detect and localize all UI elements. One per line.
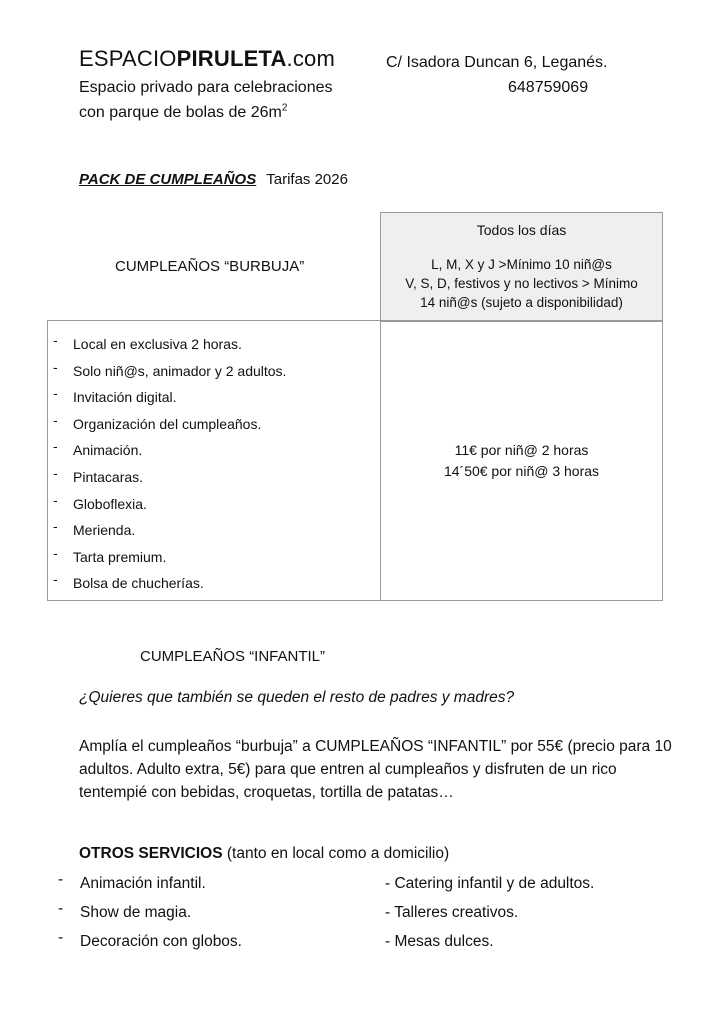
brand-prefix: ESPACIO [79,46,177,71]
address: C/ Isadora Duncan 6, Leganés. [386,54,608,71]
days-line-2: V, S, D, festivos y no lectivos > Mínimo [405,276,638,291]
list-item [53,573,286,600]
dash-bullet: - [58,871,64,888]
otros-left-list [58,873,242,960]
days-line-1: L, M, X y J >Mínimo 10 niñ@s [431,257,612,272]
phone-number: 648759069 [508,79,589,96]
list-item-text: Local en exclusiva 2 horas. [73,336,242,352]
list-item [58,931,242,960]
list-item: - Catering infantil y de adultos. [385,875,595,892]
brand-suffix: .com [286,46,336,71]
days-line-3: 14 niñ@s (sujeto a disponibilidad) [420,295,623,310]
tagline-line2-text: con parque de bolas de 26m [79,104,282,121]
list-item [53,440,286,467]
table-header-days-conditions [380,246,663,322]
burbuja-items-list [53,334,286,600]
dash-bullet: - [53,491,58,508]
list-item-text: Bolsa de chucherías. [73,575,204,592]
list-item-text: Globoflexia. [73,495,147,512]
dash-bullet: - [53,571,58,588]
list-item [53,491,286,521]
dash-bullet: - [53,358,58,375]
list-item-text: Show de magia. [80,904,192,921]
infantil-title: CUMPLEAÑOS “INFANTIL” [140,648,326,665]
list-item-text: Animación infantil. [80,875,206,892]
pack-title: PACK DE CUMPLEAÑOS [79,171,257,188]
dash-bullet: - [53,411,58,428]
pack-heading [79,171,348,188]
list-item [53,520,286,547]
dash-bullet: - [58,929,64,946]
otros-heading [79,845,449,863]
list-item-text: Decoración con globos. [80,933,242,950]
list-item [53,544,286,574]
list-item [53,411,286,441]
pack-tarifas: Tarifas 2026 [266,171,348,188]
list-item [53,387,286,414]
infantil-question: ¿Quieres que también se queden el resto de padres y madres? [79,689,515,706]
list-item: - Mesas dulces. [385,933,494,950]
otros-subtitle: (tanto en local como a domicilio) [226,845,450,862]
tagline-line2 [79,104,287,122]
dash-bullet: - [58,900,64,917]
dash-bullet: - [53,544,58,561]
dash-bullet: - [53,332,58,348]
tagline-superscript: 2 [281,102,288,114]
table-header-all-days: Todos los días [380,212,663,248]
list-item-text: Animación. [73,442,143,459]
brand-title [79,46,335,72]
burbuja-title: CUMPLEAÑOS “BURBUJA” [115,258,305,275]
list-item-text: Organización del cumpleaños. [73,415,262,432]
tagline-line1: Espacio privado para celebraciones [79,79,333,96]
list-item [53,334,286,361]
list-item-text: Merienda. [73,522,136,539]
list-item-text: Invitación digital. [73,389,177,406]
price-2-hours: 11€ por niñ@ 2 horas [454,441,589,458]
list-item [53,464,286,494]
list-item [58,873,242,902]
list-item-text: Tarta premium. [73,548,167,565]
list-item: - Talleres creativos. [385,904,519,921]
list-item-text: Pintacaras. [73,468,144,485]
otros-title: OTROS SERVICIOS [79,845,223,862]
dash-bullet: - [53,518,58,535]
dash-bullet: - [53,464,58,481]
table-price-cell [380,320,663,601]
list-item-text: Solo niñ@s, animador y 2 adultos. [73,362,287,379]
list-item [53,358,287,388]
brand-bold: PIRULETA [176,46,287,71]
dash-bullet: - [53,438,58,455]
list-item [58,902,242,931]
price-3-hours: 14´50€ por niñ@ 3 horas [443,462,600,479]
dash-bullet: - [53,385,58,402]
otros-right-list [385,873,594,960]
infantil-paragraph: Amplía el cumpleaños “burbuja” a CUMPLEAÑOS “INFANTIL” por 55€ (precio para 10 adultos. Adulto extra, 5€) para que entren al cumpleaños y disfruten de un rico tentempié con bebidas, croquetas, tortilla de patatas… [79,738,672,801]
